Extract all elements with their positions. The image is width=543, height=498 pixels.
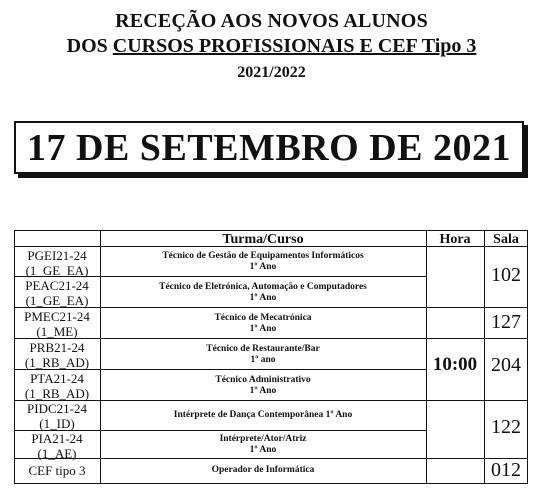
turma-code: PIDC21-24 (1_ID) bbox=[27, 401, 87, 431]
hora-value: 10:00 bbox=[432, 354, 478, 375]
turma-code: PRB21-24 (1_RB_AD) bbox=[24, 340, 90, 370]
curso-cell: Técnico de Restaurante/Bar 1º ano bbox=[206, 344, 320, 365]
turma-curso-header: Turma/Curso bbox=[222, 232, 304, 247]
title-line-2-prefix: DOS bbox=[66, 35, 113, 57]
sala-value: 127 bbox=[491, 311, 521, 333]
title-line-2-underlined: CURSOS PROFISSIONAIS E CEF Tipo 3 bbox=[112, 35, 477, 57]
turma-code: PGEI21-24 (1_GE_EA) bbox=[25, 248, 89, 278]
sala-value: 204 bbox=[491, 354, 521, 376]
date-banner bbox=[14, 121, 524, 174]
sala-value: 122 bbox=[491, 416, 521, 438]
sala-header: Sala bbox=[493, 232, 519, 247]
school-year: 2021/2022 bbox=[237, 64, 306, 81]
sala-value: 012 bbox=[491, 459, 521, 481]
curso-cell: Intérprete/Ator/Atriz 1º Ano bbox=[219, 434, 307, 455]
turma-code: CEF tipo 3 bbox=[28, 463, 86, 478]
turma-code: PEAC21-24 (1_GE_EA) bbox=[25, 278, 89, 308]
turma-code: PTA21-24 (1_RB_AD) bbox=[24, 371, 90, 401]
curso-cell: Técnico de Mecatrónica 1º Ano bbox=[214, 313, 312, 334]
curso-cell: Técnico de Eletrónica, Automação e Computadores 1º Ano bbox=[159, 282, 367, 303]
curso-cell: Técnico Administrativo 1º Ano bbox=[215, 375, 311, 396]
title-line-2 bbox=[0, 35, 543, 58]
curso-cell: Técnico de Gestão de Equipamentos Informáticos 1º Ano bbox=[162, 251, 364, 272]
turma-code: PMEC21-24 (1_ME) bbox=[24, 309, 90, 339]
sala-value: 102 bbox=[491, 264, 521, 286]
date-banner-text: 17 DE SETEMBRO DE 2021 bbox=[27, 126, 511, 169]
title-line-1: RECEÇÃO AOS NOVOS ALUNOS bbox=[115, 10, 428, 32]
turma-code: PIA21-24 (1_AE) bbox=[31, 431, 83, 461]
curso-cell: Intérprete de Dança Contemporânea 1º Ano bbox=[173, 410, 353, 420]
hora-header: Hora bbox=[439, 232, 471, 247]
curso-cell: Operador de Informática bbox=[211, 465, 315, 475]
